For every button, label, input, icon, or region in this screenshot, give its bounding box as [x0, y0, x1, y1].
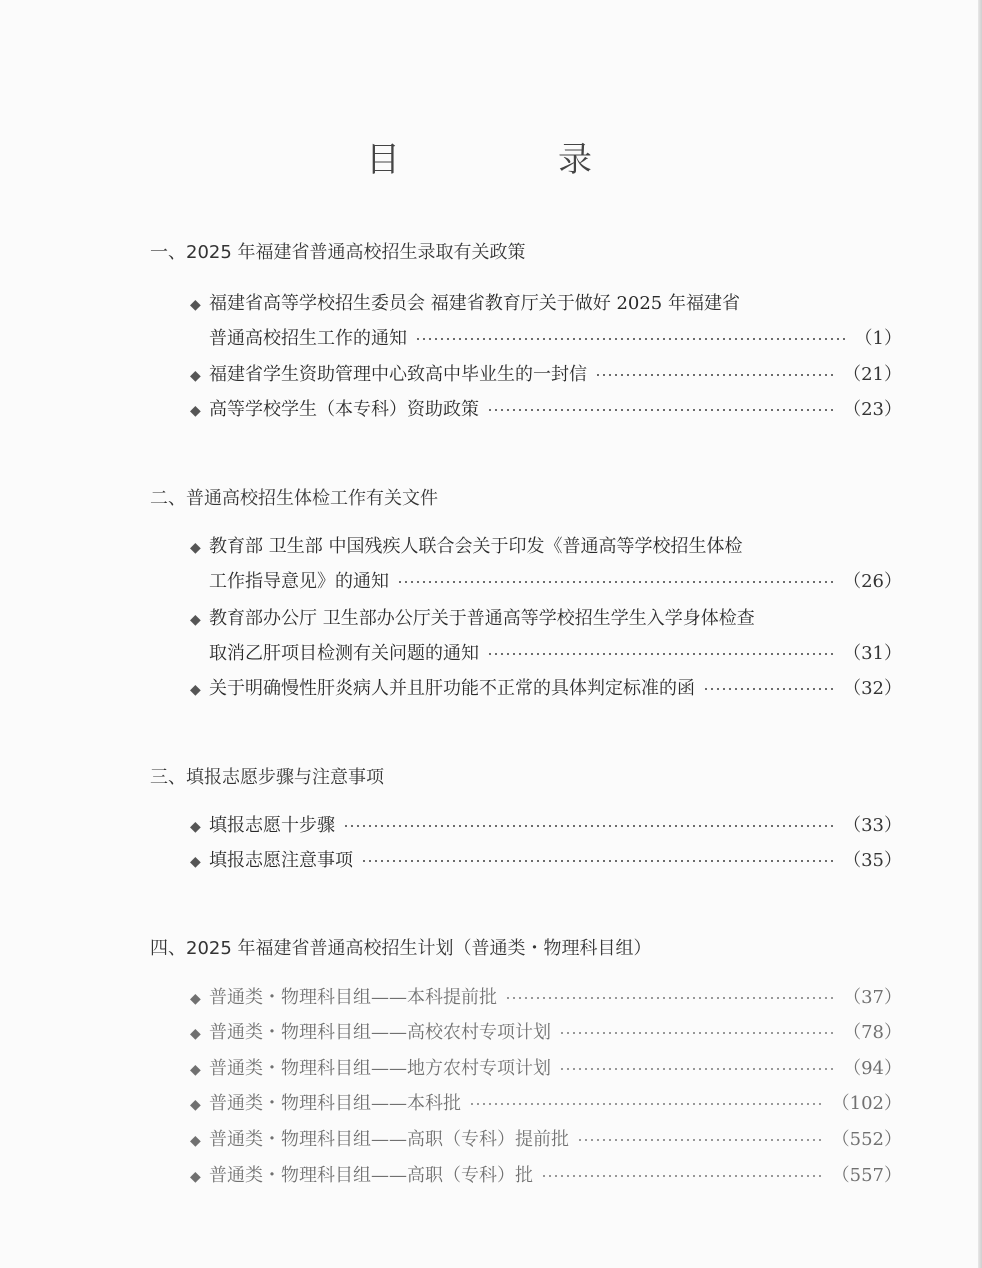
- entry-title-line: 教育部办公厅 卫生部办公厅关于普通高等学校招生学生入学身体检查: [209, 608, 755, 629]
- diamond-bullet-icon: ◆: [190, 682, 201, 698]
- dot-leader: [559, 1028, 835, 1038]
- page-number: （21）: [843, 364, 902, 385]
- entry-title-line: 教育部 卫生部 中国残疾人联合会关于印发《普通高等学校招生体检: [209, 536, 743, 557]
- diamond-bullet-icon: ◆: [190, 1133, 201, 1149]
- toc-entry[interactable]: [190, 1158, 902, 1193]
- dot-leader: [541, 1171, 824, 1181]
- entry-title-line: 填报志愿十步骤: [209, 815, 335, 836]
- entry-title-line: 普通类・物理科目组——本科批: [209, 1093, 461, 1114]
- toc-entry[interactable]: [190, 808, 902, 843]
- diamond-bullet-icon: ◆: [190, 1026, 201, 1042]
- toc-entry[interactable]: [190, 357, 902, 392]
- entry-title-line: 福建省高等学校招生委员会 福建省教育厅关于做好 2025 年福建省: [209, 293, 740, 314]
- section-heading-4: 四、2025 年福建省普通高校招生计划（普通类・物理科目组）: [150, 938, 652, 959]
- entry-title-line: 高等学校学生（本专科）资助政策: [209, 399, 479, 420]
- page-number: （552）: [831, 1129, 902, 1150]
- page-number: （557）: [831, 1165, 902, 1186]
- page-number: （78）: [843, 1022, 902, 1043]
- toc-entry[interactable]: [190, 1086, 902, 1121]
- toc-entry[interactable]: [190, 1015, 902, 1050]
- entry-title-line: 填报志愿注意事项: [209, 850, 353, 871]
- entry-title-line: 普通类・物理科目组——高职（专科）批: [209, 1165, 533, 1186]
- toc-entry[interactable]: [190, 843, 902, 878]
- entry-title-line: 福建省学生资助管理中心致高中毕业生的一封信: [209, 364, 587, 385]
- page-number: （32）: [843, 678, 902, 699]
- toc-entry[interactable]: [190, 286, 902, 356]
- section-heading-1: 一、2025 年福建省普通高校招生录取有关政策: [150, 242, 526, 263]
- toc-entry[interactable]: [190, 980, 902, 1015]
- dot-leader: [469, 1099, 824, 1109]
- diamond-bullet-icon: ◆: [190, 368, 201, 384]
- dot-leader: [487, 649, 835, 659]
- dot-leader: [595, 370, 835, 380]
- dot-leader: [703, 684, 835, 694]
- dot-leader: [577, 1135, 824, 1145]
- entry-title-line: 工作指导意见》的通知: [209, 571, 389, 592]
- toc-entry[interactable]: [190, 671, 902, 706]
- dot-leader: [505, 993, 835, 1003]
- page-number: （26）: [843, 571, 902, 592]
- diamond-bullet-icon: ◆: [190, 854, 201, 870]
- page-title: 目 录: [366, 140, 654, 180]
- page-number: （23）: [843, 399, 902, 420]
- entry-title-line: 关于明确慢性肝炎病人并且肝功能不正常的具体判定标准的函: [209, 678, 695, 699]
- dot-leader: [559, 1064, 835, 1074]
- entry-title-line: 普通类・物理科目组——地方农村专项计划: [209, 1058, 551, 1079]
- diamond-bullet-icon: ◆: [190, 403, 201, 419]
- diamond-bullet-icon: ◆: [190, 612, 201, 628]
- section-heading-2: 二、普通高校招生体检工作有关文件: [150, 488, 438, 509]
- entry-title-line: 普通高校招生工作的通知: [209, 328, 407, 349]
- page-number: （37）: [843, 987, 902, 1008]
- toc-entry[interactable]: [190, 392, 902, 427]
- diamond-bullet-icon: ◆: [190, 819, 201, 835]
- page-number: （94）: [843, 1058, 902, 1079]
- diamond-bullet-icon: ◆: [190, 1097, 201, 1113]
- dot-leader: [415, 334, 847, 344]
- page-number: （31）: [843, 643, 902, 664]
- page-number: （35）: [843, 850, 902, 871]
- diamond-bullet-icon: ◆: [190, 991, 201, 1007]
- toc-entry[interactable]: [190, 601, 902, 671]
- page-number: （33）: [843, 815, 902, 836]
- diamond-bullet-icon: ◆: [190, 1169, 201, 1185]
- diamond-bullet-icon: ◆: [190, 297, 201, 313]
- dot-leader: [343, 821, 835, 831]
- dot-leader: [487, 405, 835, 415]
- toc-entry[interactable]: [190, 529, 902, 599]
- entry-title-line: 普通类・物理科目组——高校农村专项计划: [209, 1022, 551, 1043]
- dot-leader: [397, 577, 835, 587]
- section-heading-3: 三、填报志愿步骤与注意事项: [150, 767, 384, 788]
- diamond-bullet-icon: ◆: [190, 540, 201, 556]
- page-number: （102）: [831, 1093, 902, 1114]
- entry-title-line: 普通类・物理科目组——高职（专科）提前批: [209, 1129, 569, 1150]
- toc-entry[interactable]: [190, 1122, 902, 1157]
- dot-leader: [361, 856, 835, 866]
- entry-title-line: 取消乙肝项目检测有关问题的通知: [209, 643, 479, 664]
- diamond-bullet-icon: ◆: [190, 1062, 201, 1078]
- page-number: （1）: [854, 328, 902, 349]
- page-edge: [978, 0, 982, 1268]
- entry-title-line: 普通类・物理科目组——本科提前批: [209, 987, 497, 1008]
- toc-entry[interactable]: [190, 1051, 902, 1086]
